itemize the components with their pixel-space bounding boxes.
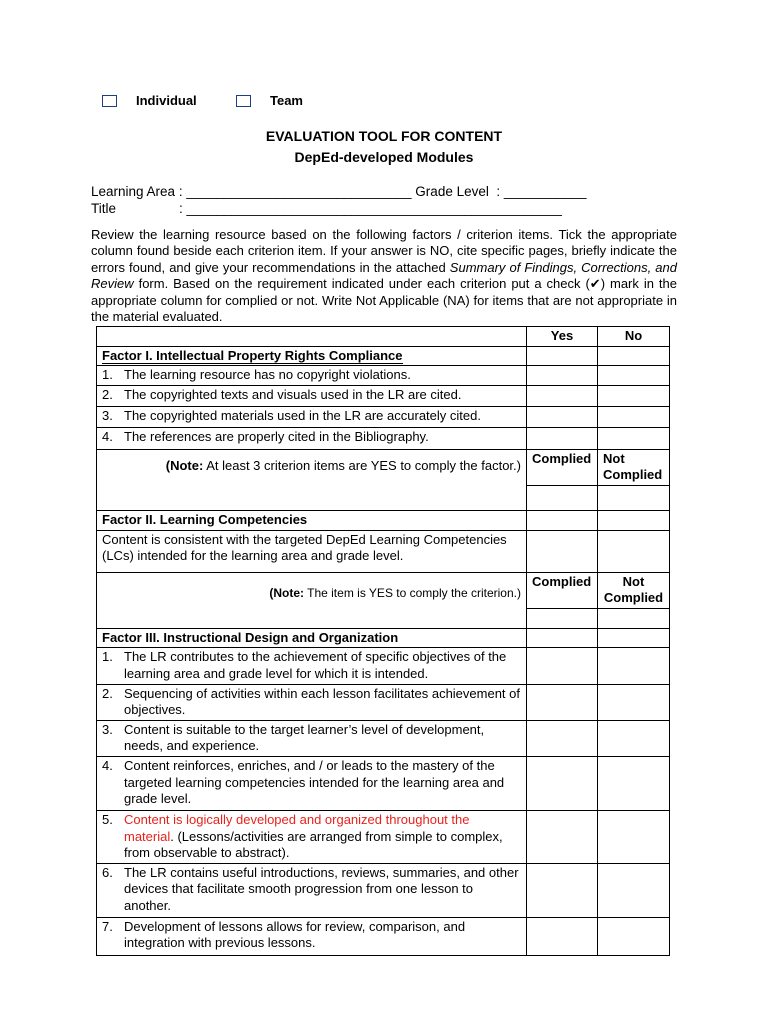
team-checkbox[interactable] [236, 95, 251, 107]
table-row: 7. Development of lessons allows for review, comparison, and integration with previous lessons. [97, 917, 670, 955]
yes-cell[interactable] [527, 810, 598, 863]
no-cell[interactable] [598, 406, 670, 427]
no-cell[interactable] [598, 366, 670, 386]
table-row: 2. Sequencing of activities within each lesson facilitates achievement of objectives. [97, 684, 670, 720]
yes-cell[interactable] [527, 406, 598, 427]
document-subtitle: DepEd-developed Modules [294, 149, 474, 165]
table-row: 1. The learning resource has no copyright violations. [97, 366, 670, 386]
factor1-row [97, 346, 670, 366]
individual-label: Individual [136, 93, 197, 108]
instructions-part3: ) mark in the appropriate column for complied or not. Write Not Applicable (NA) for items that are not appropriate in the material evaluated. [91, 276, 677, 325]
no-cell[interactable] [598, 720, 670, 756]
highlighted-text: Content is logically developed and organized throughout the material [124, 811, 470, 844]
table-row [97, 530, 670, 572]
factor1-note: (Note: At least 3 criterion items are YES to comply the factor.) [97, 449, 527, 510]
criterion-text: Content is consistent with the targeted DepEd Learning Competencies (LCs) intended for the learning area and grade level. [97, 530, 527, 572]
yes-cell[interactable] [527, 427, 598, 449]
instructions-part1: Review the learning resource based on the following factors / criterion items. Tick the appropriate column found beside each criterion item. If your answer is NO, cite specific pages, briefly indicate the errors found, and give your recommendations in the attached [91, 227, 677, 275]
complied-cell[interactable] [527, 485, 598, 510]
factor1-yes [527, 346, 598, 366]
title-blank: : __________________________________________________ [179, 201, 562, 216]
header-yes: Yes [527, 327, 598, 347]
no-cell[interactable] [598, 427, 670, 449]
instructions-paragraph [91, 227, 677, 325]
criterion-text: Content is logically developed and organized throughout the material. (Lessons/activities are arranged from simple to complex, from observable to abstract). [124, 811, 503, 861]
factor1-no [598, 346, 670, 366]
no-cell[interactable] [598, 863, 670, 917]
not-complied-cell[interactable] [598, 485, 670, 510]
team-label: Team [270, 93, 303, 108]
instructions-part2: form. Based on the requirement indicated under each criterion put a check ( [133, 276, 590, 292]
criterion-text: Development of lessons allows for review, comparison, and integration with previous lessons. [124, 918, 466, 951]
check-mark-icon: ✔ [589, 276, 601, 292]
yes-cell[interactable] [527, 684, 598, 720]
yes-cell[interactable] [527, 648, 598, 684]
no-cell[interactable] [598, 385, 670, 406]
criterion-text: The LR contributes to the achievement of specific objectives of the learning area and grade level for which it is intended. [124, 649, 507, 681]
header-no: No [598, 327, 670, 347]
yes-cell[interactable] [527, 863, 598, 917]
table-row: 4. Content reinforces, enriches, and / or leads to the mastery of the targeted learning competencies intended for the learning area and grade level. [97, 756, 670, 810]
criterion-text: Content reinforces, enriches, and / or leads to the mastery of the targeted learning competencies intended for the learning area and grade level. [124, 757, 505, 807]
no-cell[interactable] [598, 648, 670, 684]
criterion-text: Content is suitable to the target learner’s level of development, needs, and experience. [124, 721, 485, 754]
factor1-compliance-row [97, 449, 670, 485]
yes-cell[interactable] [527, 385, 598, 406]
complied-label: Complied [527, 572, 598, 608]
document-title: EVALUATION TOOL FOR CONTENT [265, 128, 503, 144]
factor2-compliance-row [97, 572, 670, 608]
complied-label: Complied [527, 449, 598, 485]
table-row: 6. The LR contains useful introductions, reviews, summaries, and other devices that facilitate smooth progression from one lesson to another. [97, 863, 670, 917]
factor1-title: Factor I. Intellectual Property Rights Compliance [97, 346, 527, 366]
factor2-row [97, 510, 670, 530]
factor3-title: Factor III. Instructional Design and Organization [97, 628, 527, 648]
no-cell[interactable] [598, 684, 670, 720]
header-criterion-cell [97, 327, 527, 347]
yes-cell[interactable] [527, 917, 598, 955]
yes-cell[interactable] [527, 530, 598, 572]
table-row: 1. The LR contributes to the achievement of specific objectives of the learning area and grade level for which it is intended. [97, 648, 670, 684]
instructions-form-name: Summary of Findings, Corrections, and Review [91, 259, 677, 292]
no-cell[interactable] [598, 917, 670, 955]
learning-area-grade-line: Learning Area : ______________________________ Grade Level : ___________ [91, 184, 587, 199]
factor2-title: Factor II. Learning Competencies [97, 510, 527, 530]
criterion-text: The references are properly cited in the Bibliography. [124, 428, 429, 444]
criterion-text: The copyrighted materials used in the LR are accurately cited. [124, 407, 481, 423]
individual-checkbox[interactable] [102, 95, 117, 107]
no-cell[interactable] [598, 756, 670, 810]
table-row: 4. The references are properly cited in the Bibliography. [97, 427, 670, 449]
title-line [91, 201, 562, 216]
complied-cell[interactable] [527, 608, 598, 628]
yes-cell[interactable] [527, 756, 598, 810]
criterion-text: Sequencing of activities within each lesson facilitates achievement of objectives. [124, 685, 520, 718]
table-row: 2. The copyrighted texts and visuals used in the LR are cited. [97, 385, 670, 406]
table-header-row [97, 327, 670, 347]
evaluation-table [96, 326, 670, 956]
table-row: 3. Content is suitable to the target learner’s level of development, needs, and experience. [97, 720, 670, 756]
not-complied-cell[interactable] [598, 608, 670, 628]
criterion-text: The copyrighted texts and visuals used in the LR are cited. [124, 386, 462, 402]
yes-cell[interactable] [527, 720, 598, 756]
criterion-text: The LR contains useful introductions, reviews, summaries, and other devices that facilitate smooth progression from one lesson to another. [124, 864, 519, 913]
factor3-row [97, 628, 670, 648]
not-complied-label: Not Complied [598, 572, 670, 608]
factor2-note: (Note: The item is YES to comply the criterion.) [97, 572, 527, 628]
title-label: Title [91, 201, 117, 216]
not-complied-label: Not Complied [598, 449, 670, 485]
no-cell[interactable] [598, 810, 670, 863]
criterion-text: The learning resource has no copyright violations. [124, 367, 411, 383]
table-row: 3. The copyrighted materials used in the LR are accurately cited. [97, 406, 670, 427]
table-row: 5. Content is logically developed and organized throughout the material. (Lessons/activities are arranged from simple to complex, from observable to abstract). [97, 810, 670, 863]
no-cell[interactable] [598, 530, 670, 572]
yes-cell[interactable] [527, 366, 598, 386]
